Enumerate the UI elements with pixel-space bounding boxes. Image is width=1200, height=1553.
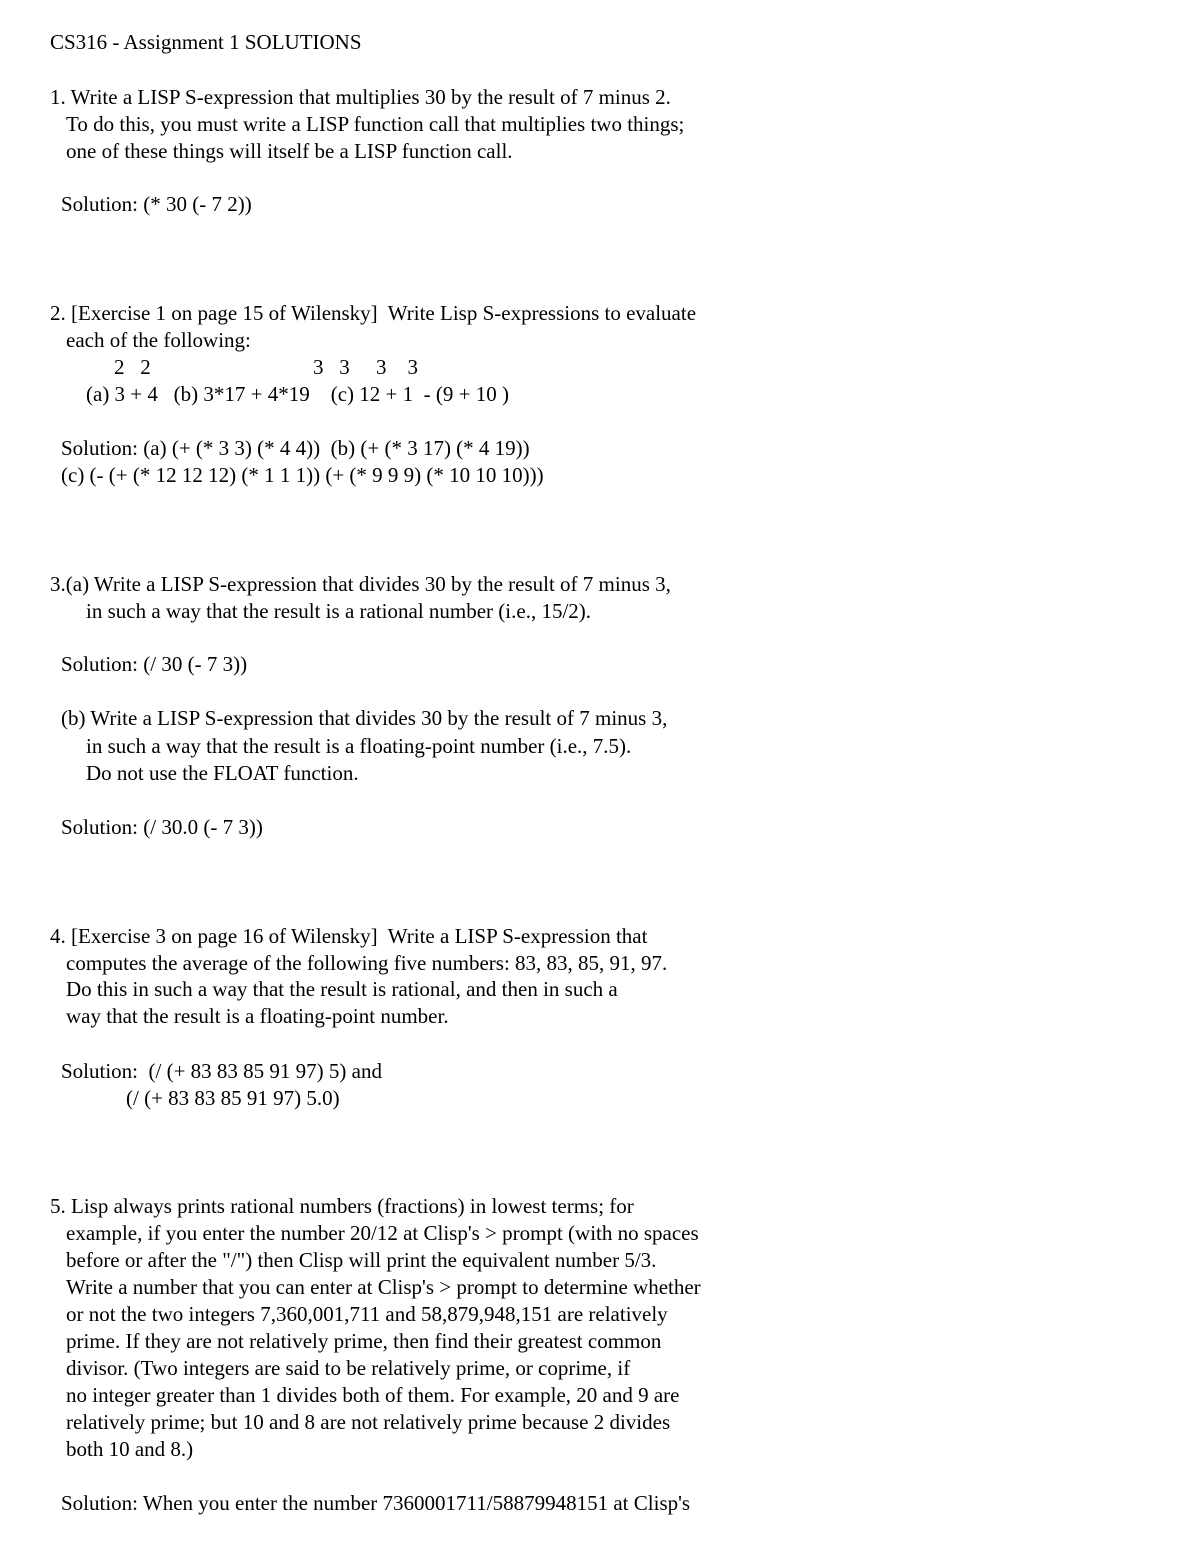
q3b-line-1: (b) Write a LISP S-expression that divides 30 by the result of 7 minus 3, <box>61 706 668 730</box>
q3a-solution: Solution: (/ 30 (- 7 3)) <box>61 652 248 676</box>
q3b-line-3: Do not use the FLOAT function. <box>86 761 359 785</box>
q4-line-3: Do this in such a way that the result is rational, and then in such a <box>66 977 618 1001</box>
q4-line-1: 4. [Exercise 3 on page 16 of Wilensky] Write a LISP S-expression that <box>50 924 648 948</box>
document-title: CS316 - Assignment 1 SOLUTIONS <box>50 30 362 54</box>
q5-line-1: 5. Lisp always prints rational numbers (fractions) in lowest terms; for <box>50 1194 634 1218</box>
q3b-line-2: in such a way that the result is a floating-point number (i.e., 7.5). <box>86 734 632 758</box>
q1-line-2: To do this, you must write a LISP function call that multiplies two things; <box>66 112 685 136</box>
q3a-line-1: 3.(a) Write a LISP S-expression that divides 30 by the result of 7 minus 3, <box>50 572 671 596</box>
q4-line-4: way that the result is a floating-point number. <box>66 1004 449 1028</box>
q5-line-10: both 10 and 8.) <box>66 1437 194 1461</box>
q2-line-2: each of the following: <box>66 328 251 352</box>
q4-solution-line-1: Solution: (/ (+ 83 83 85 91 97) 5) and <box>61 1059 382 1083</box>
q5-line-6: prime. If they are not relatively prime, then find their greatest common <box>66 1329 662 1353</box>
q5-line-4: Write a number that you can enter at Clisp's > prompt to determine whether <box>66 1275 701 1299</box>
q2-exponents-ab: 2 2 <box>114 355 151 379</box>
q2-solution-line-2: (c) (- (+ (* 12 12 12) (* 1 1 1)) (+ (* 9 9 9) (* 10 10 10))) <box>61 463 544 487</box>
q5-line-2: example, if you enter the number 20/12 at Clisp's > prompt (with no spaces <box>66 1221 699 1245</box>
q5-line-3: before or after the "/") then Clisp will print the equivalent number 5/3. <box>66 1248 657 1272</box>
q1-line-3: one of these things will itself be a LISP function call. <box>66 139 513 163</box>
q2-solution-line-1: Solution: (a) (+ (* 3 3) (* 4 4)) (b) (+ (* 3 17) (* 4 19)) <box>61 436 530 460</box>
q1-solution: Solution: (* 30 (- 7 2)) <box>61 192 252 216</box>
q5-solution: Solution: When you enter the number 7360001711/58879948151 at Clisp's <box>61 1491 691 1515</box>
q2-exponents-c: 3 3 3 3 <box>313 355 418 379</box>
q3a-line-2: in such a way that the result is a rational number (i.e., 15/2). <box>86 599 592 623</box>
q2-expressions: (a) 3 + 4 (b) 3*17 + 4*19 (c) 12 + 1 - (9 + 10 ) <box>86 382 509 406</box>
q4-line-2: computes the average of the following five numbers: 83, 83, 85, 91, 97. <box>66 951 668 975</box>
q5-line-9: relatively prime; but 10 and 8 are not relatively prime because 2 divides <box>66 1410 671 1434</box>
q5-line-8: no integer greater than 1 divides both of them. For example, 20 and 9 are <box>66 1383 680 1407</box>
q2-line-1: 2. [Exercise 1 on page 15 of Wilensky] Write Lisp S-expressions to evaluate <box>50 301 697 325</box>
q1-line-1: 1. Write a LISP S-expression that multiplies 30 by the result of 7 minus 2. <box>50 85 671 109</box>
q5-line-5: or not the two integers 7,360,001,711 and 58,879,948,151 are relatively <box>66 1302 668 1326</box>
q3b-solution: Solution: (/ 30.0 (- 7 3)) <box>61 815 263 839</box>
q5-line-7: divisor. (Two integers are said to be relatively prime, or coprime, if <box>66 1356 631 1380</box>
q4-solution-line-2: (/ (+ 83 83 85 91 97) 5.0) <box>126 1086 340 1110</box>
